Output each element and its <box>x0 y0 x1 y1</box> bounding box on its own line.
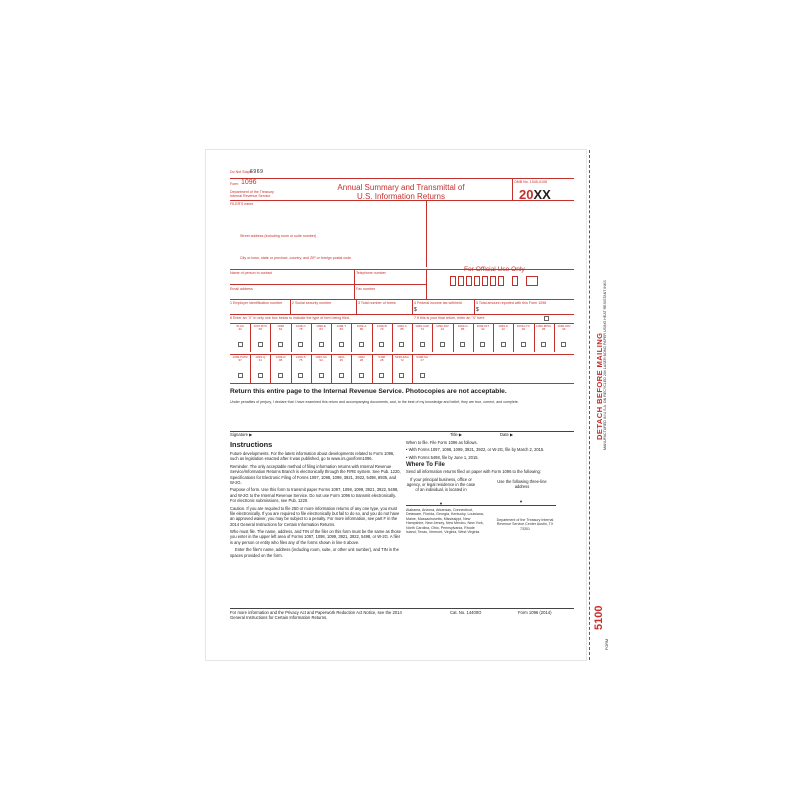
form-type-code: 80 <box>359 327 364 332</box>
grid-divider <box>351 324 352 352</box>
grid-divider <box>311 324 312 352</box>
privacy-notice: For more information and the Privacy Act and Paperwork Reduction Act Notice, see the 2014 General Instructions for Certain Information Returns. <box>230 610 402 621</box>
instr-enter-filer: Enter the filer's name, address (including room, suite, or other unit number), and TIN in the spaces provided on the form. <box>230 547 399 558</box>
when-to-file: When to file. File Form 1096 as follows. <box>406 440 478 445</box>
grid-divider <box>392 324 393 352</box>
grid-divider <box>270 324 271 352</box>
grid-divider <box>270 355 271 383</box>
form-type-name: 5498-ESA <box>395 355 409 359</box>
box6-label: 6 Enter an "X" in only one box below to indicate the type of form being filed. <box>230 316 350 320</box>
form-type-name: 1097-BTC <box>253 324 268 328</box>
when-bullet-1: • With Forms 1097, 1098, 1099, 3921, 3922, or W-2G, file by March 2, 2015. <box>406 447 545 453</box>
detach-label: DETACH BEFORE MAILING <box>595 332 604 440</box>
form-type-code: 26 <box>359 358 364 363</box>
dept-line2: Internal Revenue Service <box>230 194 271 198</box>
arrow-down-icon: ▼ <box>519 498 523 504</box>
form-type-code: 50 <box>258 327 263 332</box>
form-type-code: 25 <box>339 358 343 363</box>
form-types-row1 <box>230 324 574 354</box>
fax-field[interactable] <box>356 292 422 298</box>
street-field[interactable] <box>240 239 426 251</box>
form-type-name: 1099-Q <box>255 355 266 359</box>
form-type-name: 1099-PATR <box>232 355 248 359</box>
form-type-checkbox[interactable] <box>420 342 425 347</box>
grid-divider <box>432 324 433 352</box>
form-type-option <box>311 356 331 363</box>
grid-divider <box>250 324 251 352</box>
form-type-checkbox[interactable] <box>480 342 485 347</box>
form-type-name: 1099-C <box>397 324 407 328</box>
form-type-option <box>453 325 473 332</box>
form-type-name: 1099-S <box>295 355 306 359</box>
catalog-number: Cat. No. 14400O <box>450 610 482 615</box>
form-type-code: 32 <box>238 327 242 332</box>
form-type-option <box>250 356 270 363</box>
where-table <box>406 508 556 548</box>
phone-label: Telephone number <box>356 271 386 275</box>
form-type-code: 98 <box>278 358 283 363</box>
form-type-option <box>291 325 311 332</box>
form-type-option <box>554 325 574 332</box>
form-type-checkbox[interactable] <box>359 342 364 347</box>
instructions-column <box>230 440 402 560</box>
where-to-file-heading: Where To File <box>406 462 445 469</box>
form-type-code: 28 <box>380 358 384 363</box>
form-type-code: 75 <box>299 358 303 363</box>
grid-divider <box>473 324 474 352</box>
form-type-code: 83 <box>339 327 343 332</box>
form-type-option <box>351 325 371 332</box>
final-return-checkbox[interactable] <box>544 316 549 321</box>
grid-divider <box>372 355 373 383</box>
form-type-checkbox[interactable] <box>258 373 263 378</box>
dept-line1: Department of the Treasury <box>230 190 274 194</box>
filer-name-field[interactable] <box>230 208 426 222</box>
form-type-option <box>372 325 392 332</box>
form-type-code: 10 <box>501 327 505 332</box>
instr-who-must-file: Who must file. The name, address, and TIN of the filer on this form must be the same as those you enter in the upper left area of Forms 1097, 1098, 1099, 3921, 3922, 5498, or W-2G. A filer is any person or entity who files any of the forms shown in line 6 above. <box>230 529 401 545</box>
form-type-option <box>311 325 331 332</box>
official-use-boxes <box>450 276 550 286</box>
form-type-checkbox[interactable] <box>521 342 526 347</box>
title-label: Title ▶ <box>450 432 463 437</box>
form-type-name: 1099-R <box>275 355 286 359</box>
form-type-name: 3922 <box>358 355 365 359</box>
form-type-checkbox[interactable] <box>278 342 283 347</box>
do-not-staple: Do Not Staple <box>230 170 253 174</box>
form-type-checkbox[interactable] <box>399 342 404 347</box>
form-type-option <box>412 325 432 332</box>
manufactured-label: MANUFACTURED IN U.S.A. ON RECYCLED 20# LASER BOND PAPER USING HEAT RESISTANT INKS <box>603 280 607 450</box>
form-type-code: 73 <box>420 327 424 332</box>
form-type-name: 1099-LTC <box>516 324 530 328</box>
form-type-checkbox[interactable] <box>258 342 263 347</box>
form-1096-sheet <box>206 150 586 660</box>
form-type-code: 31 <box>258 358 263 363</box>
form-type-code: 94 <box>319 358 323 363</box>
signature-label: Signature ▶ <box>230 432 253 437</box>
form-type-option <box>230 325 250 332</box>
grid-divider <box>250 355 251 383</box>
grid-divider <box>331 355 332 383</box>
form-type-code: 72 <box>400 358 404 363</box>
phone-field[interactable] <box>356 277 422 283</box>
form-type-option <box>513 325 533 332</box>
email-field[interactable] <box>230 292 350 298</box>
form-type-option <box>372 356 392 363</box>
form-type-option <box>432 325 452 332</box>
where-columns <box>406 477 556 505</box>
filer-name-label: FILER'S name <box>230 202 254 206</box>
contact-label: Name of person to contact <box>230 271 273 275</box>
form-reference: Form 1096 (2014) <box>518 610 552 615</box>
form-type-checkbox[interactable] <box>298 373 303 378</box>
form-type-code: 84 <box>319 327 323 332</box>
form-type-name: 1099-SA <box>315 355 327 359</box>
box5-dollar: $ <box>476 307 479 313</box>
grid-divider <box>311 355 312 383</box>
form-type-checkbox[interactable] <box>339 373 344 378</box>
grid-divider <box>331 324 332 352</box>
form-type-code: 81 <box>278 327 283 332</box>
form-type-option <box>250 325 270 332</box>
form-type-name: 5498 <box>378 355 386 359</box>
perforation-line <box>589 150 590 660</box>
grid-divider <box>554 324 555 352</box>
form-type-option <box>270 325 290 332</box>
box1-label: 1 Employer identification number <box>230 301 283 305</box>
grid-divider <box>412 355 413 383</box>
form-type-name: 1099-OID <box>557 324 571 328</box>
title-line2: U.S. Information Returns <box>356 192 446 202</box>
form-type-option <box>351 356 371 363</box>
form-type-code: 92 <box>481 327 485 332</box>
form-type-name: 1099-A <box>356 324 367 328</box>
form-type-option <box>534 325 554 332</box>
form-type-option <box>493 325 513 332</box>
form-type-code: 96 <box>562 327 566 332</box>
form-type-code: 91 <box>440 327 445 332</box>
form-type-code: 97 <box>238 358 242 363</box>
grid-divider <box>351 355 352 383</box>
instr-reminder: Reminder. The only acceptable method of filing information returns with Internal Revenue Service/Information Returns Branch is electronically through the FIRE system. See Pub. 1220, Specifications for Electronic Filing of Forms 1097, 1098, 1099, 3921, 3922, 5498, 8935, and W-2G. <box>230 463 401 485</box>
form-type-checkbox[interactable] <box>379 373 384 378</box>
detach-strip <box>589 150 617 660</box>
where-address: Department of the Treasury Internal Revenue Service Center Austin, TX 73301 <box>496 517 554 531</box>
form-label: Form <box>230 182 239 186</box>
instr-future-developments: Future developments. For the latest information about developments related to Form 1096, such as legislation enacted after it was published, go to www.irs.gov/form1096. <box>230 451 395 462</box>
form-type-code: 85 <box>400 327 404 332</box>
form-type-name: 1098-E <box>316 324 326 328</box>
return-notice: Return this entire page to the Internal Revenue Service. Photocopies are not acceptable. <box>230 388 507 395</box>
form-type-name: 1099-B <box>376 324 387 328</box>
form-type-code: 93 <box>521 327 526 332</box>
form-title <box>306 183 496 201</box>
title-line1: Annual Summary and Transmittal of <box>337 183 465 192</box>
form-type-code: 95 <box>541 327 546 332</box>
where-col2: Use the following three-line address <box>497 478 547 489</box>
where-states: Alabama, Arizona, Arkansas, Connecticut, Delaware, Florida, Georgia, Kentucky, Louisiana, Maine, Massachusetts, Mississippi, New Hampshire, New Jersey, New Mexico, New York, North Carolina, Ohio, Pennsylvania, Rhode Island, Texas, Vermont, Virginia, West Virginia <box>406 507 484 534</box>
perjury-statement: Under penalties of perjury, I declare that I have examined this return and accompanying documents, and, to the best of my knowledge and belief, they are true, correct, and complete. <box>230 400 519 404</box>
grid-divider <box>412 324 413 352</box>
box3-label: 3 Total number of forms <box>358 301 396 305</box>
date-label: Date ▶ <box>500 432 514 437</box>
instr-caution: Caution. If you are required to file 250 or more information returns of any one type, you must file electronically. If you are required to file electronically but fail to do so, and you do not have an approved waiver, you may be subject to a penalty. For more information, see part F in the 2014 General Instructions for Certain Information Returns. <box>230 505 400 527</box>
form-type-checkbox[interactable] <box>399 373 404 378</box>
signature-field[interactable] <box>230 422 470 430</box>
where-col1: If your principal business, office or agency, or legal residence in the case of an individual, is located in <box>406 476 476 493</box>
form-number: 1096 <box>241 179 257 186</box>
form-type-code: 78 <box>299 327 303 332</box>
form-type-name: W-2G <box>236 324 244 328</box>
year-suffix: XX <box>533 187 551 202</box>
form-type-checkbox[interactable] <box>379 342 384 347</box>
form-type-option <box>412 356 432 363</box>
where-lead: Send all information returns filed on paper with Form 1096 to the following: <box>406 469 541 475</box>
form-type-option <box>270 356 290 363</box>
form-type-checkbox[interactable] <box>278 373 283 378</box>
form-type-checkbox[interactable] <box>359 373 364 378</box>
grid-divider <box>513 324 514 352</box>
form-type-name: 1098-C <box>295 324 306 328</box>
city-field[interactable] <box>240 261 426 269</box>
form-type-option <box>392 325 412 332</box>
form-type-option <box>331 356 351 363</box>
year-prefix: 20 <box>519 187 534 202</box>
form-type-name: 1099-MISC <box>536 324 552 328</box>
box5-label: 5 Total amount reported with this Form 1096 <box>476 301 547 305</box>
strip-form-label: FORM <box>605 638 609 650</box>
official-use-label: For Official Use Only <box>464 266 525 273</box>
instr-purpose: Purpose of form. Use this form to transmit paper Forms 1097, 1098, 1099, 3921, 3922, 5498, and W-2G to the Internal Revenue Service. Do not use Form 1096 to transmit electronically. For electronic submissions, see Pub. 1220. <box>230 487 399 504</box>
form-type-checkbox[interactable] <box>501 342 506 347</box>
street-label: Street address (including room or suite number) <box>240 234 317 238</box>
form-type-checkbox[interactable] <box>238 342 243 347</box>
form-type-checkbox[interactable] <box>298 342 303 347</box>
form-type-checkbox[interactable] <box>561 342 566 347</box>
form-type-option <box>473 325 493 332</box>
form-type-code: 86 <box>461 327 465 332</box>
box4-dollar: $ <box>414 307 417 313</box>
form-type-name: 1099-K <box>498 324 508 328</box>
form-types-row2 <box>230 355 574 383</box>
grid-divider <box>493 324 494 352</box>
form-type-checkbox[interactable] <box>238 373 243 378</box>
form-type-code: 79 <box>380 327 384 332</box>
form-type-option <box>392 356 412 363</box>
instructions-heading: Instructions <box>230 440 273 449</box>
form-type-name: 1099-CAP <box>415 324 430 328</box>
grid-divider <box>291 324 292 352</box>
strip-form-number: 5100 <box>593 605 605 630</box>
form-type-name: 1099-DIV <box>436 324 449 328</box>
when-bullet-2: • With Forms 5498, file by June 1, 2015. <box>406 454 479 460</box>
form-type-option <box>331 325 351 332</box>
grid-divider <box>392 355 393 383</box>
form-type-name: 1099-G <box>457 324 468 328</box>
form-type-checkbox[interactable] <box>460 342 465 347</box>
form-code: 6969 <box>250 169 264 175</box>
form-type-checkbox[interactable] <box>420 373 425 378</box>
email-label: Email address <box>230 287 253 291</box>
form-type-name: 1099-INT <box>476 324 490 328</box>
form-type-checkbox[interactable] <box>541 342 546 347</box>
fax-label: Fax number <box>356 287 376 291</box>
form-type-code: 27 <box>420 358 424 363</box>
box4-label: 4 Federal income tax withheld <box>414 301 462 305</box>
box2-label: 2 Social security number <box>292 301 332 305</box>
form-type-checkbox[interactable] <box>319 342 324 347</box>
grid-divider <box>453 324 454 352</box>
form-type-checkbox[interactable] <box>440 342 445 347</box>
form-type-name: 3921 <box>337 355 345 359</box>
city-label: City or town, state or province, country, and ZIP or foreign postal code <box>240 256 352 260</box>
form-type-name: 1098 <box>277 324 284 328</box>
form-type-name: 5498-SA <box>416 355 429 359</box>
arrow-down-icon: ▼ <box>439 500 443 506</box>
grid-divider <box>291 355 292 383</box>
form-type-checkbox[interactable] <box>319 373 324 378</box>
form-type-option <box>291 356 311 363</box>
form-type-checkbox[interactable] <box>339 342 344 347</box>
box7-label: 7 If this is your final return, enter an "X" here <box>414 316 485 320</box>
grid-divider <box>534 324 535 352</box>
omb-number: OMB No. 1545-0108 <box>514 180 547 184</box>
form-type-option <box>230 356 250 363</box>
grid-divider <box>372 324 373 352</box>
form-type-name: 1098-T <box>336 324 347 328</box>
filing-column <box>406 440 556 548</box>
contact-field[interactable] <box>230 277 350 283</box>
